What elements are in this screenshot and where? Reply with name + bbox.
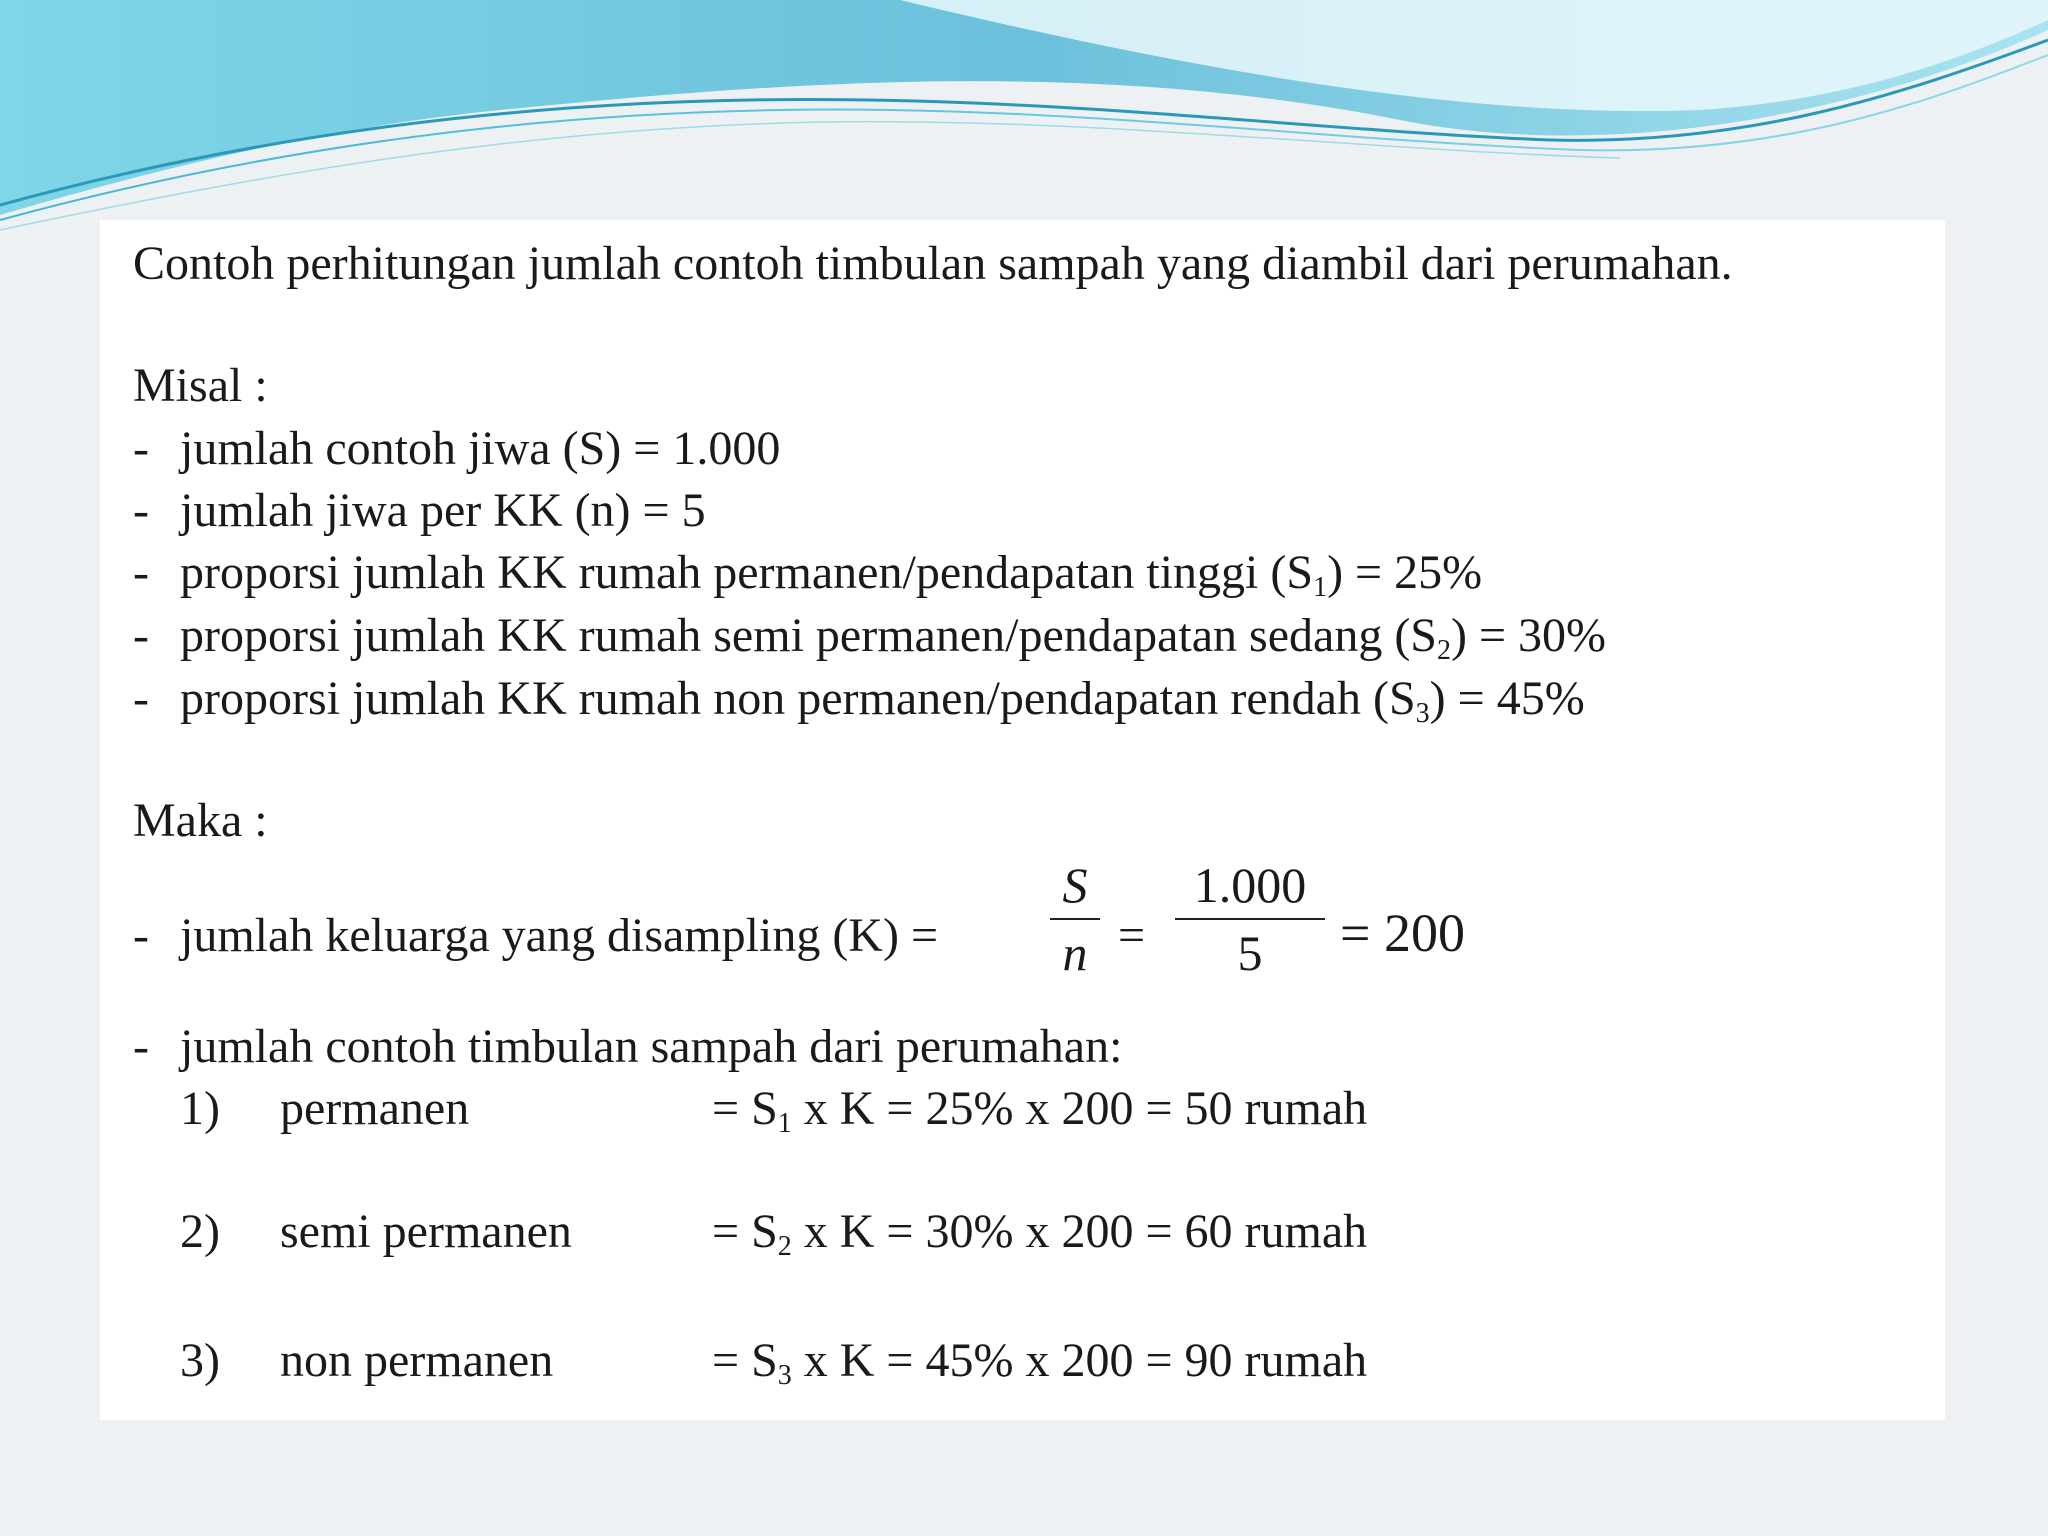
sample-number: 3): [180, 1334, 220, 1387]
dash: -: [133, 546, 149, 599]
list-item: proporsi jumlah KK rumah semi permanen/pendapatan sedang $(S_2) = 30\%$: [180, 609, 1607, 666]
sample-formula: = $S_3$ x K = 45% x 200 = 90 rumah: [712, 1334, 1368, 1391]
maka-label: Maka :: [133, 794, 268, 847]
sample-number: 2): [180, 1205, 220, 1258]
fraction-s-over-n: S n: [1050, 860, 1100, 978]
misal-label: Misal :: [133, 359, 268, 412]
dash: -: [133, 909, 149, 962]
sample-number: 1): [180, 1082, 220, 1135]
dash: -: [133, 1020, 149, 1073]
list-item: jumlah jiwa per KK (n) = 5: [180, 484, 706, 537]
sample-formula: = $S_1$ x K = 25% x 200 = 50 rumah: [712, 1082, 1368, 1139]
sample-category: permanen: [280, 1082, 470, 1135]
dash: -: [133, 672, 149, 725]
sample-formula: = $S_2$ x K = 30% x 200 = 60 rumah: [712, 1205, 1368, 1262]
sample-category: non permanen: [280, 1334, 554, 1387]
dash: -: [133, 484, 149, 537]
family-calc-label: jumlah keluarga yang disampling (K) =: [180, 909, 939, 962]
dash: -: [133, 609, 149, 662]
heading: Contoh perhitungan jumlah contoh timbulan sampah yang diambil dari perumahan.: [133, 237, 1733, 290]
dash: -: [133, 422, 149, 475]
sample-heading: jumlah contoh timbulan sampah dari perumahan:: [180, 1020, 1123, 1073]
list-item: proporsi jumlah KK rumah non permanen/pendapatan rendah $(S_3) = 45\%$: [180, 672, 1585, 729]
fraction-1000-over-5: 1.000 5: [1175, 860, 1325, 978]
list-item: jumlah contoh jiwa (S) = 1.000: [180, 422, 781, 475]
list-item: proporsi jumlah KK rumah permanen/pendapatan tinggi $(S_1) = 25\%$: [180, 546, 1483, 603]
sample-category: semi permanen: [280, 1205, 572, 1258]
family-calc-result: = 200: [1340, 903, 1465, 963]
equals-sign: =: [1118, 909, 1146, 962]
decorative-wave-banner: [0, 0, 2048, 240]
